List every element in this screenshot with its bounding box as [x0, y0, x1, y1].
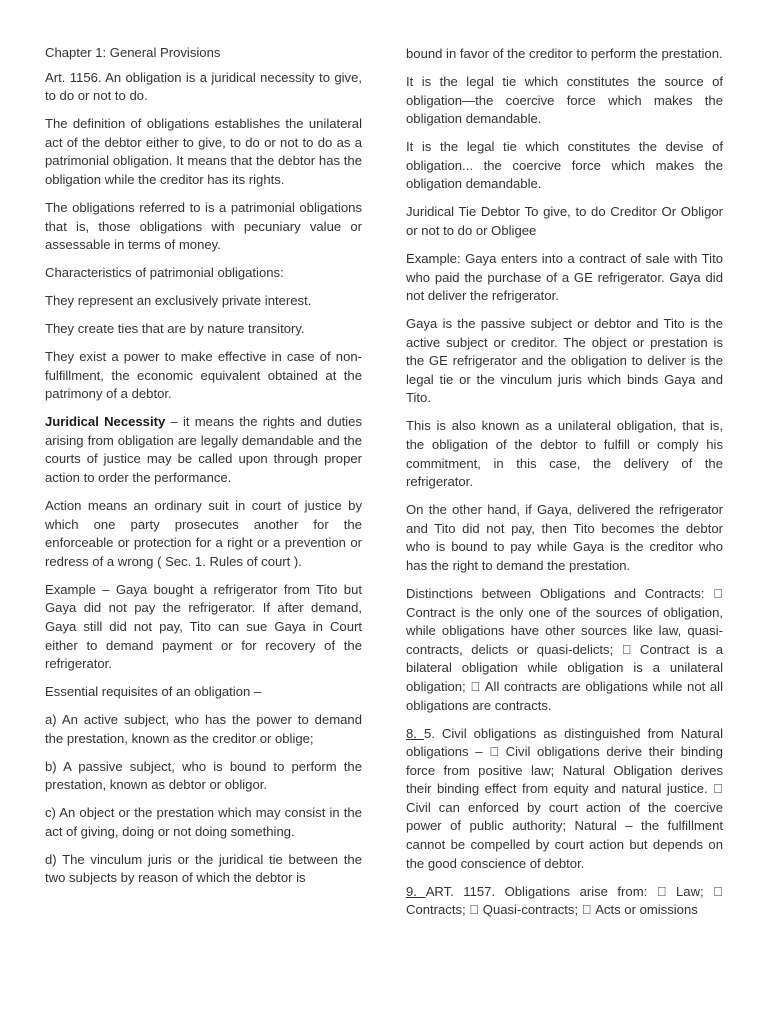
requisite-c: c) An object or the prestation which may consist in the act of giving, doing or not doing something. — [45, 805, 362, 839]
art-1157-text: ART. 1157. Obligations arise from: Law; Contracts; Quasi-contracts; Acts or omissions — [406, 883, 723, 918]
paragraph-example-2: Example: Gaya enters into a contract of sale with Tito who paid the purchase of a GE refrigerator. Gaya did not deliver the refrigerator. — [406, 250, 723, 304]
paragraph-art-1156: Art. 1156. An obligation is a juridical necessity to give, to do or not to do. — [45, 69, 362, 104]
paragraph-juridical-necessity — [45, 413, 362, 487]
paragraph-juridical-tie: Juridical Tie Debtor To give, to do Creditor Or Obligor or not to do or Obligee — [406, 204, 723, 238]
chapter-heading: Chapter 1: General Provisions — [45, 45, 221, 60]
paragraph-distinctions: Distinctions between Obligations and Contracts: Contract is the only one of the sources of obligation, while obligations have other sources like law, quasi-contracts, delicts or quasi-delicts; Contract is a bilateral obligation while obligation is a unilateral obligation; All contracts are obligations while not all obligations are contracts. — [406, 585, 723, 713]
juridical-necessity-term: Juridical Necessity — [45, 414, 166, 430]
requisite-d: d) The vinculum juris or the juridical tie between the two subjects by reason of which the debtor is — [45, 851, 362, 886]
requisite-a: a) An active subject, who has the power to demand the prestation, known as the creditor or oblige; — [45, 712, 362, 746]
paragraph-patrimonial: The obligations referred to is a patrimonial obligations that is, those obligations with pecuniary value or assessable in terms of money. — [45, 199, 362, 253]
item-number-9: 9. — [406, 883, 426, 899]
paragraph-legal-tie-2: It is the legal tie which constitutes the devise of obligation... the coercive force which makes the obligation demandable. — [406, 139, 723, 192]
requisites-heading: Essential requisites of an obligation – — [45, 684, 262, 700]
juridical-necessity-text: – it means the rights and duties arising from obligation are legally demandable and the courts of justice may be called upon through proper action to order the performance. — [45, 414, 362, 486]
item-number-8: 8. — [406, 725, 424, 741]
requisite-d-continued: bound in favor of the creditor to perform the prestation. — [406, 46, 723, 61]
characteristics-heading: Characteristics of patrimonial obligations: — [45, 265, 284, 281]
paragraph-passive-subject: Gaya is the passive subject or debtor and Tito is the active subject or creditor. The object or prestation is the GE refrigerator and the obligation to deliver is the legal tie or the vinculum juris which binds Gaya and Tito. — [406, 316, 723, 406]
characteristic-2: They create ties that are by nature transitory. — [45, 321, 305, 337]
characteristic-1: They represent an exclusively private interest. — [45, 293, 312, 309]
paragraph-civil-obligations — [406, 725, 723, 874]
paragraph-action: Action means an ordinary suit in court of justice by which one party prosecutes another for the enforceable or protection for a right or a prevention or redress of a wrong ( Sec. 1. Rules of court ). — [45, 498, 362, 569]
civil-obligations-text: 5. Civil obligations as distinguished from Natural obligations – Civil obligations derive their binding force from positive law; Natural Obligation derives their binding effect from equity and natural justice. Civil can enforced by court action of the coercive power of public authority; Natural – the fulfillment cannot be compelled by court action but depends on the good conscience of debtor. — [406, 725, 723, 871]
left-column — [45, 44, 362, 897]
right-column — [406, 45, 723, 929]
paragraph-legal-tie-1: It is the legal tie which constitutes the source of obligation—the coercive force which makes the obligation demandable. — [406, 73, 723, 127]
paragraph-example-1: Example – Gaya bought a refrigerator from Tito but Gaya did not pay the refrigerator. If after demand, Gaya still did not pay, Tito can sue Gaya in Court either to demand payment or for recovery of the refrigerator. — [45, 581, 362, 672]
characteristic-3: They exist a power to make effective in case of non- fulfillment, the economic equivalent obtained at the patrimony of a debtor. — [45, 349, 362, 402]
paragraph-unilateral: This is also known as a unilateral obligation, that is, the obligation of the debtor to fulfill or comply his commitment, in this case, the delivery of the refrigerator. — [406, 418, 723, 490]
requisite-b: b) A passive subject, who is bound to perform the prestation, known as debtor or obligor. — [45, 758, 362, 793]
paragraph-other-hand: On the other hand, if Gaya, delivered the refrigerator and Tito did not pay, then Tito becomes the debtor who is bound to pay while Gaya is the creditor who has the right to demand the prestation. — [406, 502, 723, 573]
paragraph-art-1157 — [406, 883, 723, 920]
paragraph-definition: The definition of obligations establishes the unilateral act of the debtor either to give, to do or not to do as a patrimonial obligation. It means that the debtor has the obligation while the creditor has its rights. — [45, 116, 362, 187]
